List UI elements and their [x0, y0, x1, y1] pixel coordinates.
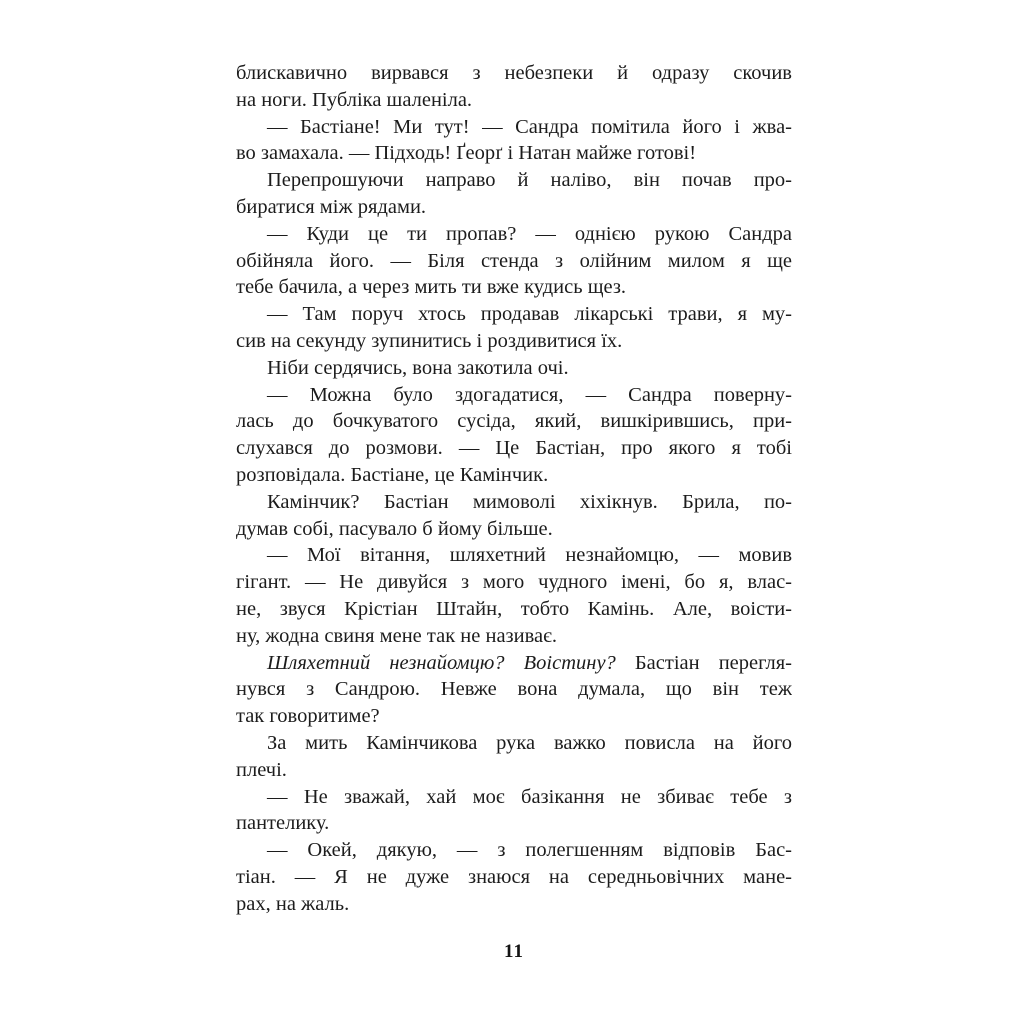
text-line	[236, 87, 792, 114]
paragraph	[236, 730, 792, 784]
text-run: сив на секунду зупинитись і роздивитися їх.	[236, 329, 623, 352]
text-run: Камінчик? Бастіан мимоволі хіхікнув. Брила, по-	[267, 490, 792, 513]
text-line	[236, 194, 792, 221]
text-line	[236, 301, 792, 328]
text-run: биратися між рядами.	[236, 195, 427, 218]
text-run: — Окей, дякую, — з полегшенням відповів Бас-	[267, 839, 792, 862]
text-run: — Не зважай, хай моє базікання не збиває тебе з	[267, 785, 792, 808]
text-run: Перепрошуючи направо й наліво, він почав про-	[267, 169, 792, 192]
text-line	[236, 489, 792, 516]
text-line	[236, 784, 792, 811]
text-line	[236, 248, 792, 275]
text-run: обійняла його. — Біля стенда з олійним милом я ще	[236, 249, 792, 272]
text-run: — Бастіане! Ми тут! — Сандра помітила його і жва-	[267, 115, 792, 138]
page-number: 11	[504, 941, 524, 962]
text-column	[236, 60, 792, 918]
text-run: на ноги. Публіка шаленіла.	[236, 88, 473, 111]
paragraph	[236, 301, 792, 355]
text-run: не, звуся Крістіан Штайн, тобто Камінь. Але, воісти-	[236, 597, 792, 620]
text-run: тіан. — Я не дуже знаюся на середньовічних мане-	[236, 865, 792, 888]
text-line	[236, 274, 792, 301]
text-run: гігант. — Не дивуйся з мого чудного імені, бо я, влас-	[236, 571, 792, 594]
text-run: Бастіан перегля-	[615, 651, 792, 674]
text-line	[236, 569, 792, 596]
text-line	[236, 60, 792, 87]
text-line	[236, 703, 792, 730]
italic-text-run: Шляхетний незнайомцю? Воістину?	[267, 651, 616, 674]
text-run: нувся з Сандрою. Невже вона думала, що він теж	[236, 678, 792, 701]
text-run: тебе бачила, а через мить ти вже кудись щез.	[236, 276, 627, 299]
text-line	[236, 650, 792, 677]
text-line	[236, 382, 792, 409]
text-run: — Мої вітання, шляхетний незнайомцю, — мовив	[267, 544, 792, 567]
text-run: плечі.	[236, 758, 287, 781]
text-run: розповідала. Бастіане, це Камінчик.	[236, 463, 549, 486]
text-line	[236, 408, 792, 435]
text-line	[236, 114, 792, 141]
text-run: рах, на жаль.	[236, 892, 350, 915]
text-line	[236, 328, 792, 355]
text-run: ну, жодна свиня мене так не називає.	[236, 624, 558, 647]
text-run: За мить Камінчикова рука важко повисла на його	[267, 731, 792, 754]
paragraph	[236, 784, 792, 838]
paragraph	[236, 489, 792, 543]
text-line	[236, 676, 792, 703]
text-line	[236, 221, 792, 248]
text-run: во замахала. — Підходь! Ґеорґ і Натан майже готові!	[236, 142, 697, 165]
paragraph	[236, 542, 792, 649]
text-line	[236, 462, 792, 489]
paragraph	[236, 114, 792, 168]
paragraph	[236, 167, 792, 221]
text-line	[236, 167, 792, 194]
text-run: думав собі, пасувало б йому більше.	[236, 517, 553, 540]
text-line	[236, 596, 792, 623]
paragraph	[236, 382, 792, 489]
paragraph	[236, 837, 792, 917]
text-line	[236, 730, 792, 757]
text-line	[236, 140, 792, 167]
text-line	[236, 542, 792, 569]
text-line	[236, 516, 792, 543]
text-line	[236, 435, 792, 462]
text-run: слухався до розмови. — Це Бастіан, про якого я тобі	[236, 437, 792, 460]
text-line	[236, 355, 792, 382]
text-run: так говоритиме?	[236, 705, 380, 728]
text-line	[236, 891, 792, 918]
text-run: пантелику.	[236, 812, 330, 835]
paragraph	[236, 650, 792, 730]
text-run: лась до бочкуватого сусіда, який, вишкірившись, при-	[236, 410, 792, 433]
paragraph	[236, 221, 792, 301]
text-line	[236, 623, 792, 650]
text-run: — Там поруч хтось продавав лікарські трави, я му-	[267, 303, 792, 326]
text-line	[236, 864, 792, 891]
text-run: — Куди це ти пропав? — однією рукою Сандра	[267, 222, 792, 245]
text-line	[236, 810, 792, 837]
text-run: блискавично вирвався з небезпеки й одразу скочив	[236, 62, 792, 84]
text-line	[236, 837, 792, 864]
paragraph	[236, 355, 792, 382]
text-run: — Можна було здогадатися, — Сандра поверну-	[267, 383, 792, 406]
paragraph	[236, 60, 792, 114]
text-line	[236, 757, 792, 784]
text-run: Ніби сердячись, вона закотила очі.	[267, 356, 569, 379]
